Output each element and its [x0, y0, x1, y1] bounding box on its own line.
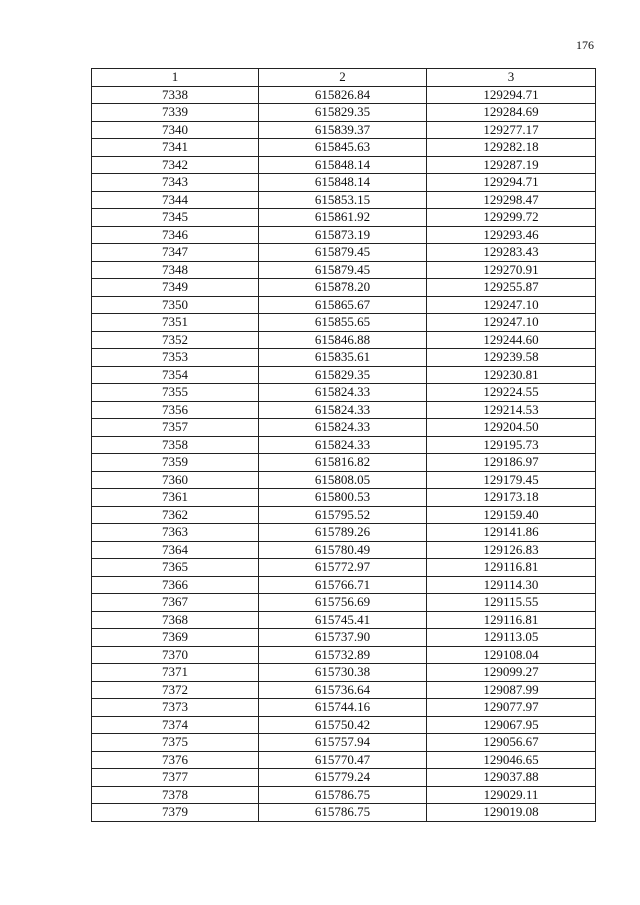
point-number-cell: 7364 — [92, 541, 259, 559]
x-coordinate-cell: 615853.15 — [259, 191, 427, 209]
x-coordinate-cell: 615824.33 — [259, 384, 427, 402]
x-coordinate-cell: 615786.75 — [259, 804, 427, 822]
y-coordinate-cell: 129298.47 — [427, 191, 596, 209]
x-coordinate-cell: 615800.53 — [259, 489, 427, 507]
y-coordinate-cell: 129077.97 — [427, 699, 596, 717]
point-number-cell: 7356 — [92, 401, 259, 419]
point-number-cell: 7340 — [92, 121, 259, 139]
table-row — [92, 226, 596, 244]
point-number-cell: 7338 — [92, 86, 259, 104]
x-coordinate-cell: 615878.20 — [259, 279, 427, 297]
point-number-cell: 7350 — [92, 296, 259, 314]
point-number-cell: 7379 — [92, 804, 259, 822]
x-coordinate-cell: 615839.37 — [259, 121, 427, 139]
point-number-cell: 7376 — [92, 751, 259, 769]
point-number-cell: 7365 — [92, 559, 259, 577]
point-number-cell: 7368 — [92, 611, 259, 629]
table-row — [92, 524, 596, 542]
x-coordinate-cell: 615770.47 — [259, 751, 427, 769]
y-coordinate-cell: 129284.69 — [427, 104, 596, 122]
table-row — [92, 244, 596, 262]
x-coordinate-cell: 615766.71 — [259, 576, 427, 594]
y-coordinate-cell: 129186.97 — [427, 454, 596, 472]
point-number-cell: 7352 — [92, 331, 259, 349]
point-number-cell: 7378 — [92, 786, 259, 804]
table-row — [92, 471, 596, 489]
y-coordinate-cell: 129029.11 — [427, 786, 596, 804]
y-coordinate-cell: 129099.27 — [427, 664, 596, 682]
x-coordinate-cell: 615855.65 — [259, 314, 427, 332]
x-coordinate-cell: 615744.16 — [259, 699, 427, 717]
y-coordinate-cell: 129046.65 — [427, 751, 596, 769]
x-coordinate-cell: 615795.52 — [259, 506, 427, 524]
x-coordinate-cell: 615879.45 — [259, 261, 427, 279]
x-coordinate-cell: 615846.88 — [259, 331, 427, 349]
y-coordinate-cell: 129277.17 — [427, 121, 596, 139]
x-coordinate-cell: 615848.14 — [259, 174, 427, 192]
x-coordinate-cell: 615757.94 — [259, 734, 427, 752]
x-coordinate-cell: 615848.14 — [259, 156, 427, 174]
y-coordinate-cell: 129294.71 — [427, 174, 596, 192]
y-coordinate-cell: 129255.87 — [427, 279, 596, 297]
x-coordinate-cell: 615824.33 — [259, 401, 427, 419]
point-number-cell: 7344 — [92, 191, 259, 209]
y-coordinate-cell: 129115.55 — [427, 594, 596, 612]
point-number-cell: 7349 — [92, 279, 259, 297]
table-row — [92, 716, 596, 734]
x-coordinate-cell: 615750.42 — [259, 716, 427, 734]
table-row — [92, 804, 596, 822]
column-header-2: 2 — [259, 69, 427, 87]
x-coordinate-cell: 615829.35 — [259, 366, 427, 384]
x-coordinate-cell: 615824.33 — [259, 419, 427, 437]
y-coordinate-cell: 129224.55 — [427, 384, 596, 402]
y-coordinate-cell: 129173.18 — [427, 489, 596, 507]
table-row — [92, 681, 596, 699]
x-coordinate-cell: 615816.82 — [259, 454, 427, 472]
x-coordinate-cell: 615780.49 — [259, 541, 427, 559]
point-number-cell: 7375 — [92, 734, 259, 752]
point-number-cell: 7362 — [92, 506, 259, 524]
point-number-cell: 7357 — [92, 419, 259, 437]
x-coordinate-cell: 615756.69 — [259, 594, 427, 612]
y-coordinate-cell: 129141.86 — [427, 524, 596, 542]
y-coordinate-cell: 129126.83 — [427, 541, 596, 559]
y-coordinate-cell: 129244.60 — [427, 331, 596, 349]
table-row — [92, 786, 596, 804]
y-coordinate-cell: 129214.53 — [427, 401, 596, 419]
y-coordinate-cell: 129230.81 — [427, 366, 596, 384]
table-row — [92, 121, 596, 139]
y-coordinate-cell: 129114.30 — [427, 576, 596, 594]
table-row — [92, 769, 596, 787]
page-number: 176 — [576, 38, 594, 52]
point-number-cell: 7358 — [92, 436, 259, 454]
table-row — [92, 174, 596, 192]
x-coordinate-cell: 615786.75 — [259, 786, 427, 804]
table-row — [92, 646, 596, 664]
table-row — [92, 156, 596, 174]
table-row — [92, 559, 596, 577]
table-row — [92, 384, 596, 402]
point-number-cell: 7373 — [92, 699, 259, 717]
table-row — [92, 594, 596, 612]
table-row — [92, 576, 596, 594]
x-coordinate-cell: 615829.35 — [259, 104, 427, 122]
y-coordinate-cell: 129294.71 — [427, 86, 596, 104]
table-row — [92, 454, 596, 472]
point-number-cell: 7347 — [92, 244, 259, 262]
point-number-cell: 7359 — [92, 454, 259, 472]
y-coordinate-cell: 129116.81 — [427, 611, 596, 629]
x-coordinate-cell: 615826.84 — [259, 86, 427, 104]
x-coordinate-cell: 615789.26 — [259, 524, 427, 542]
point-number-cell: 7374 — [92, 716, 259, 734]
point-number-cell: 7348 — [92, 261, 259, 279]
x-coordinate-cell: 615779.24 — [259, 769, 427, 787]
y-coordinate-cell: 129113.05 — [427, 629, 596, 647]
table-row — [92, 664, 596, 682]
y-coordinate-cell: 129056.67 — [427, 734, 596, 752]
point-number-cell: 7371 — [92, 664, 259, 682]
point-number-cell: 7361 — [92, 489, 259, 507]
table-row — [92, 611, 596, 629]
y-coordinate-cell: 129159.40 — [427, 506, 596, 524]
point-number-cell: 7355 — [92, 384, 259, 402]
point-number-cell: 7370 — [92, 646, 259, 664]
table-row — [92, 436, 596, 454]
table-body — [92, 86, 596, 821]
point-number-cell: 7346 — [92, 226, 259, 244]
table-row — [92, 279, 596, 297]
y-coordinate-cell: 129204.50 — [427, 419, 596, 437]
point-number-cell: 7342 — [92, 156, 259, 174]
y-coordinate-cell: 129087.99 — [427, 681, 596, 699]
column-header-1: 1 — [92, 69, 259, 87]
table-row — [92, 734, 596, 752]
x-coordinate-cell: 615845.63 — [259, 139, 427, 157]
x-coordinate-cell: 615772.97 — [259, 559, 427, 577]
y-coordinate-cell: 129019.08 — [427, 804, 596, 822]
point-number-cell: 7351 — [92, 314, 259, 332]
table-row — [92, 489, 596, 507]
x-coordinate-cell: 615736.64 — [259, 681, 427, 699]
x-coordinate-cell: 615873.19 — [259, 226, 427, 244]
table-row — [92, 209, 596, 227]
point-number-cell: 7366 — [92, 576, 259, 594]
table-row — [92, 506, 596, 524]
table-row — [92, 86, 596, 104]
x-coordinate-cell: 615745.41 — [259, 611, 427, 629]
point-number-cell: 7339 — [92, 104, 259, 122]
point-number-cell: 7345 — [92, 209, 259, 227]
x-coordinate-cell: 615732.89 — [259, 646, 427, 664]
y-coordinate-cell: 129195.73 — [427, 436, 596, 454]
y-coordinate-cell: 129116.81 — [427, 559, 596, 577]
column-header-3: 3 — [427, 69, 596, 87]
coordinates-table — [91, 68, 596, 822]
point-number-cell: 7367 — [92, 594, 259, 612]
table-row — [92, 139, 596, 157]
table-row — [92, 349, 596, 367]
x-coordinate-cell: 615879.45 — [259, 244, 427, 262]
table-row — [92, 419, 596, 437]
x-coordinate-cell: 615730.38 — [259, 664, 427, 682]
y-coordinate-cell: 129247.10 — [427, 296, 596, 314]
table-row — [92, 331, 596, 349]
x-coordinate-cell: 615737.90 — [259, 629, 427, 647]
table-row — [92, 314, 596, 332]
point-number-cell: 7341 — [92, 139, 259, 157]
y-coordinate-cell: 129179.45 — [427, 471, 596, 489]
table-row — [92, 401, 596, 419]
x-coordinate-cell: 615865.67 — [259, 296, 427, 314]
x-coordinate-cell: 615861.92 — [259, 209, 427, 227]
table-row — [92, 541, 596, 559]
point-number-cell: 7354 — [92, 366, 259, 384]
point-number-cell: 7343 — [92, 174, 259, 192]
point-number-cell: 7360 — [92, 471, 259, 489]
table-row — [92, 104, 596, 122]
table-row — [92, 366, 596, 384]
point-number-cell: 7372 — [92, 681, 259, 699]
y-coordinate-cell: 129239.58 — [427, 349, 596, 367]
point-number-cell: 7369 — [92, 629, 259, 647]
table-row — [92, 699, 596, 717]
table-row — [92, 191, 596, 209]
y-coordinate-cell: 129282.18 — [427, 139, 596, 157]
x-coordinate-cell: 615835.61 — [259, 349, 427, 367]
y-coordinate-cell: 129067.95 — [427, 716, 596, 734]
x-coordinate-cell: 615808.05 — [259, 471, 427, 489]
point-number-cell: 7363 — [92, 524, 259, 542]
point-number-cell: 7377 — [92, 769, 259, 787]
y-coordinate-cell: 129287.19 — [427, 156, 596, 174]
table-row — [92, 629, 596, 647]
y-coordinate-cell: 129283.43 — [427, 244, 596, 262]
y-coordinate-cell: 129293.46 — [427, 226, 596, 244]
y-coordinate-cell: 129037.88 — [427, 769, 596, 787]
table-row — [92, 751, 596, 769]
y-coordinate-cell: 129270.91 — [427, 261, 596, 279]
y-coordinate-cell: 129108.04 — [427, 646, 596, 664]
point-number-cell: 7353 — [92, 349, 259, 367]
table-header-row — [92, 69, 596, 87]
x-coordinate-cell: 615824.33 — [259, 436, 427, 454]
y-coordinate-cell: 129247.10 — [427, 314, 596, 332]
table-row — [92, 296, 596, 314]
y-coordinate-cell: 129299.72 — [427, 209, 596, 227]
table-row — [92, 261, 596, 279]
